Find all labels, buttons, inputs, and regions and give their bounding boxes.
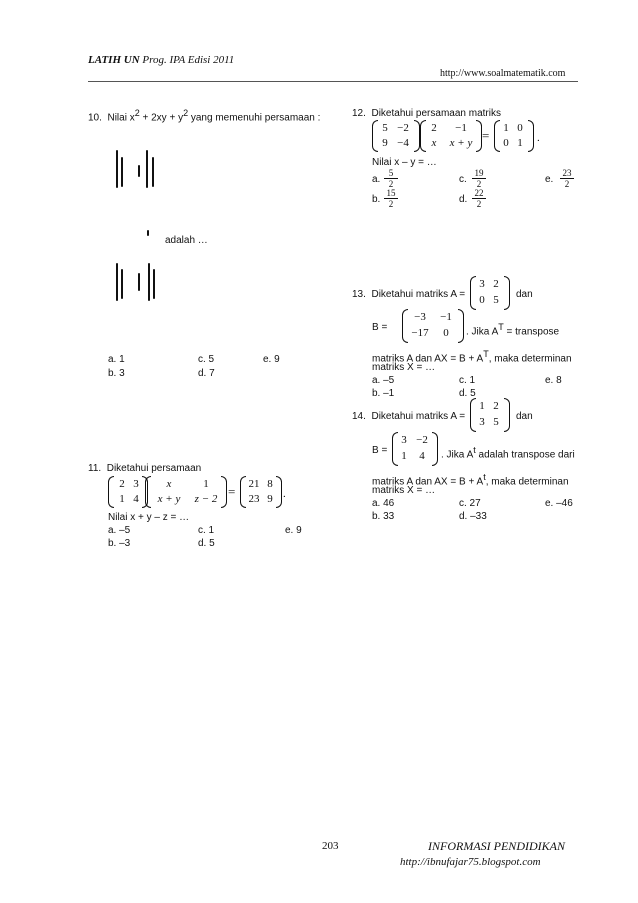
q12-option-b-label: b.	[372, 194, 381, 205]
q14-b-label: B =	[372, 445, 388, 456]
q14-option-e[interactable]: e. –46	[545, 498, 573, 509]
q14-stem: 14. Diketahui matriks A =	[352, 411, 466, 422]
header-url[interactable]: http://www.soalmatematik.com	[440, 68, 566, 79]
q10-option-c[interactable]: c. 5	[198, 354, 215, 365]
q12-matrix-3: 1 0 0 1	[494, 120, 536, 152]
q12-option-e-label: e.	[545, 174, 554, 185]
q14-text-line3: matriks X = …	[372, 485, 436, 496]
q12-equals: =	[482, 128, 490, 143]
header-title: LATIH UN Prog. IPA Edisi 2011	[88, 54, 235, 66]
q12-option-d-fraction[interactable]: $\frac{22}{2}$	[472, 188, 486, 209]
footer-publisher: INFORMASI PENDIDIKAN	[428, 839, 565, 853]
footer-blog-url[interactable]: http://ibnufajar75.blogspot.com	[400, 856, 541, 868]
q13-matrix-a: 3 2 0 5	[470, 276, 512, 310]
q12-stem: 12. Diketahui persamaan matriks	[352, 108, 501, 119]
q12-option-c-fraction[interactable]: $\frac{19}{2}$	[472, 168, 486, 189]
q14-option-a[interactable]: a. 46	[372, 498, 395, 509]
q11-period: .	[283, 488, 286, 500]
q12-option-c-label: c.	[459, 174, 467, 185]
q12-period: .	[537, 132, 540, 144]
q13-b-label: B =	[372, 322, 388, 333]
q14-option-b[interactable]: b. 33	[372, 511, 395, 522]
q11-option-b[interactable]: b. –3	[108, 538, 131, 549]
q14-option-d[interactable]: d. –33	[459, 511, 487, 522]
q13-text-line2: matriks A dan AX = $B + A^T$, maka determinan	[372, 349, 572, 365]
q11-option-d[interactable]: d. 5	[198, 538, 215, 549]
q10-mid-text: adalah …	[165, 235, 208, 246]
q13-text-line1: . Jika $A^T$ = transpose	[466, 322, 560, 338]
q12-option-a-fraction[interactable]: $\frac{5}{2}$	[384, 168, 398, 189]
q12-option-b-fraction[interactable]: $\frac{15}{2}$	[384, 188, 398, 209]
q12-option-e-fraction[interactable]: $\frac{23}{2}$	[560, 168, 574, 189]
q13-option-c[interactable]: c. 1	[459, 375, 476, 386]
q13-option-d[interactable]: d. 5	[459, 388, 476, 399]
q14-option-c[interactable]: c. 27	[459, 498, 481, 509]
q10-option-d[interactable]: d. 7	[198, 368, 215, 379]
q11-equals: =	[228, 484, 236, 499]
q12-matrix-2: 2 −1 x x + y	[420, 120, 482, 152]
q11-matrix-3: 21 8 23 9	[240, 476, 284, 508]
q11-matrix-2: x 1 x + y z − 2	[145, 476, 227, 508]
q13-dan: dan	[516, 289, 533, 300]
q12-question: Nilai x – y = …	[372, 157, 437, 168]
q10-equation-image	[110, 145, 170, 320]
q11-question: Nilai x + y – z = …	[108, 512, 190, 523]
header-rule	[88, 81, 578, 82]
q11-option-c[interactable]: c. 1	[198, 525, 215, 536]
page-number: 203	[322, 840, 339, 852]
q10-option-b[interactable]: b. 3	[108, 368, 125, 379]
q12-matrix-1: 5 −2 9 −4	[372, 120, 420, 152]
q13-option-b[interactable]: b. –1	[372, 388, 395, 399]
q14-matrix-a: 1 2 3 5	[470, 398, 512, 432]
q14-dan: dan	[516, 411, 533, 422]
q10-stem: 10. Nilai $x^2 + 2xy + y^2$ yang memenuhi persamaan :	[88, 108, 321, 124]
q10-option-a[interactable]: a. 1	[108, 354, 125, 365]
q14-text-line2: matriks A dan AX = $B + A^t$, maka determinan	[372, 472, 569, 488]
q14-matrix-b: 3 −2 1 4	[392, 432, 440, 466]
q10-option-e[interactable]: e. 9	[263, 354, 280, 365]
q11-option-a[interactable]: a. –5	[108, 525, 131, 536]
q11-matrix-1: 2 3 1 4	[108, 476, 148, 508]
q13-stem: 13. Diketahui matriks A =	[352, 289, 466, 300]
q12-option-d-label: d.	[459, 194, 468, 205]
q11-option-e[interactable]: e. 9	[285, 525, 302, 536]
q13-option-a[interactable]: a. –5	[372, 375, 395, 386]
q13-option-e[interactable]: e. 8	[545, 375, 562, 386]
q11-stem: 11. Diketahui persamaan	[88, 463, 202, 474]
q13-text-line3: matriks X = …	[372, 362, 436, 373]
q12-option-a-label: a.	[372, 174, 381, 185]
q14-text-line1: . Jika $A^t$ adalah transpose dari	[441, 445, 575, 461]
q13-matrix-b: −3 −1 −17 0	[402, 309, 464, 343]
